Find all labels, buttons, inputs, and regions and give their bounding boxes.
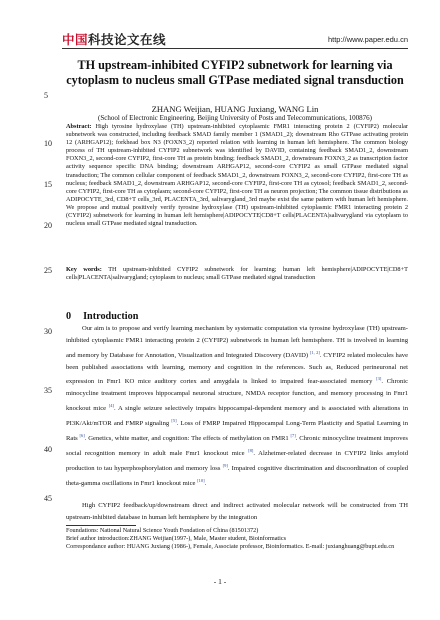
citation[interactable]: [6] [79,433,85,439]
line-number: 35 [44,386,52,395]
text-run: . Chronic minocycline treatment improves social recognition memory in adult male Fmr1 knockout mice [66,435,409,458]
footnote-correspondence: Correspondance author: HUANG Juxiang (1986-), Female, Associate professor, Bioinformatics. E-mail: juxianghuang@bupt.edu.cn [66,543,395,550]
line-number: 20 [44,221,52,230]
text-run: . A single seizure selectively impairs hippocampal-dependent memory and is associated with alterations in PI3K/Akt/mTOR and FMRP signaling [66,405,408,428]
intro-paragraph-2: High CYFIP2 feedback/up/downstream direct and indirect activated molecular network will be constructed from TH upstream-inhibited database in human left hemisphere by the integration [66,502,408,521]
logo-black-text: 科技论文在线 [88,32,167,47]
citation[interactable]: [5] [171,418,177,424]
abstract [66,123,408,228]
affiliation: (School of Electronic Engineering, Beijing University of Posts and Telecommunications, 100876) [98,114,372,122]
text-run: . CYFIP2 related molecules have been published associations with learning, memory and cognition in the references. Such as, Reduced perineuronal net expression in Fmr1 KO mice auditory cortex and amygdala is linked to impaired fear-associated memory [66,351,408,386]
footnote-rule [66,525,136,526]
line-number: 15 [44,180,52,189]
header-rule [62,48,408,49]
text-run: . Loss of FMRP Impaired Hippocampal Long-Term Plasticity and Spatial Learning in Rats [66,420,408,443]
text-run: . Impaired cognitive discrimination and discoordination of coupled theta-gamma oscillations in Fmr1 knockout mice [66,465,408,488]
citation[interactable]: [8] [248,448,254,454]
line-number: 45 [44,494,52,503]
keywords-label: Key words: [66,266,102,273]
abstract-label: Abstract: [66,123,92,130]
keywords [66,266,408,282]
citation[interactable]: [4] [108,403,115,409]
line-number: 10 [44,139,52,148]
footnote-foundation: Foundations: National Natural Science Youth Fondation of China (81501372) [66,527,259,534]
section-heading [66,311,150,322]
citation[interactable]: [3] [376,376,382,382]
line-number: 30 [44,327,52,336]
intro-paragraph [66,323,408,490]
text-run: . Genetics, white matter, and cognition: The effects of methylation on FMR1 [84,435,291,443]
text-run: . [204,480,207,488]
citation[interactable]: [9] [222,463,228,469]
line-number: 25 [44,266,52,275]
footnotes [66,527,408,551]
text-run: . Alzheimer-related decrease in CYFIP2 links amyloid production to tau hyperphosphorylation and memory loss [66,450,408,473]
text-run: Our aim is to propose and verify learning mechanism by systematic computation via tyrosine hydroxylase (TH) upstream-inhibited cytoplasmic FMR1 interacting protein 2 (CYFIP2) subnetwork in human left hemisphere. TH is involved in learning and memory by Database for Annotation, Visualization and Integrated Discovery (DAVID) [66,325,408,359]
page-number: - 1 - [213,577,227,586]
section-title: Introduction [83,311,139,322]
citation[interactable]: [7] [290,433,296,439]
header-url[interactable]: http://www.paper.edu.cn [327,35,408,44]
citation[interactable]: [10] [197,478,205,484]
text-run: . Chronic minocycline treatment improves hippocampal neuronal structure, NMDA receptor function, and memory processing in Fmr1 knockout mice [66,378,408,413]
section-number: 0 [66,311,72,322]
citation[interactable]: [1, 2] [309,349,320,355]
author-list: ZHANG Weijian, HUANG Juxiang, WANG Lin [151,104,319,114]
paper-title: TH upstream-inhibited CYFIP2 subnetwork for learning via cytoplasm to nucleus small GTPase mediated signal transduction [66,58,404,87]
keywords-text: TH upstream-inhibited CYFIP2 subnetwork for learning; human left hemisphere|ADIPOCYTE|CD8+T cells|PLACENTA|salivarygland; cytoplasm to nucleus; small GTPase mediated signal transduction [66,266,408,282]
abstract-text: High tyrosine hydroxylase (TH) upstream-inhibited cytoplasmic FMR1 interacting protein 2 (CYFIP2) molecular subnetwork was constructed, including feedback SMAD family member 1 (SMAD1_2); downstream Rho GTPase activating protein 12 (ARHGAP12); forkhead box N3 (FOXN3_2) reported relation with learning in human left hemisphere. The common biology process of TH upstream-inhibited CYFIP2 subnetwork was identified by DAVID, containing feedback SMAD1_2, downstream FOXN3_2, second-core CYFIP2, first-core TH as protein binding; feedback SMAD1_2, downstream FOXN3_2 as transcription factor activity sequence specific DNA binding; downstream ARHGAP12, second-core CYFIP2 as small GTPase mediated signal transduction; The common cellular component of feedback SMAD1_2, downstream FOXN3_2, second-core CYFIP2, first-core TH as nucleus; feedback SMAD1_2, downstream ARHGAP12, second-core CYFIP2, first-core TH as cytosol; feedback SMAD1_2, second-core CYFIP2, first-core TH as cytoplasm; second-core CYFIP2, first-core TH as neuron projection; The common tissue distributions as ADIPOCYTE_3rd, CD8+T cells_3rd, PLACENTA_3rd, salivarygland_3rd maybe exist the same pattern with human left hemisphere. We propose and mutual positively verify tyrosine hydroxylase (TH) upstream-inhibited cytoplasmic FMR1 interacting protein 2 (CYFIP2) subnetwork for learning in human left hemisphere|ADIPOCYTE|CD8+T cells|PLACENTA|salivarygland via cytoplasm to nucleus small GTPase mediated signal transduction. [66,123,408,228]
journal-logo [62,30,166,48]
logo-red-text: 中国 [62,32,89,47]
line-number: 5 [44,91,48,100]
footnote-author-intro: Brief author introduction:ZHANG Weijian(1997-), Male, Master student, Bioinformatics [66,535,287,542]
line-number: 40 [44,445,52,454]
